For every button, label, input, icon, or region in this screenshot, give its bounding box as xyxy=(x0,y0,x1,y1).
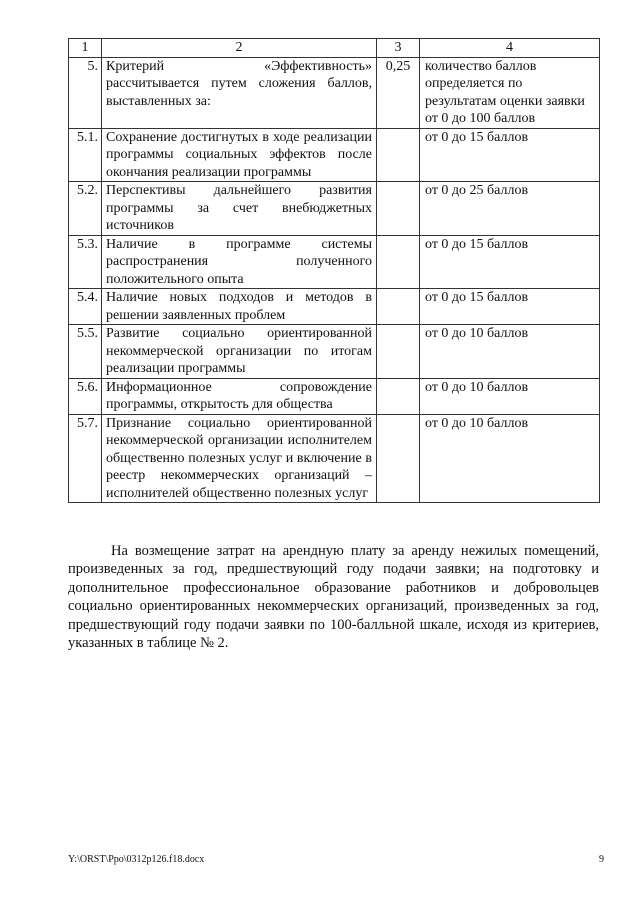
column-header: 4 xyxy=(420,39,600,58)
criterion-text: Информационное сопровождение программы, открытость для общества xyxy=(102,378,377,414)
table-row xyxy=(69,235,600,289)
points-range: от 0 до 25 баллов xyxy=(420,182,600,236)
row-number: 5.4. xyxy=(69,289,102,325)
weight-value xyxy=(377,128,420,182)
points-range: от 0 до 15 баллов xyxy=(420,235,600,289)
table-row xyxy=(69,182,600,236)
criteria-table xyxy=(68,38,600,503)
footer-file-path: Y:\ORST\Ppo\0312p126.f18.docx xyxy=(68,854,205,865)
row-number: 5.2. xyxy=(69,182,102,236)
row-number: 5.1. xyxy=(69,128,102,182)
weight-value xyxy=(377,378,420,414)
criterion-text: Развитие социально ориентированной некоммерческой организации по итогам реализации программы xyxy=(102,325,377,379)
weight-value: 0,25 xyxy=(377,57,420,128)
criterion-text: Критерий «Эффективность» рассчитывается путем сложения баллов, выставленных за: xyxy=(102,57,377,128)
points-range: от 0 до 15 баллов xyxy=(420,289,600,325)
weight-value xyxy=(377,235,420,289)
weight-value xyxy=(377,325,420,379)
weight-value xyxy=(377,414,420,503)
weight-value xyxy=(377,182,420,236)
row-number: 5. xyxy=(69,57,102,128)
row-number: 5.7. xyxy=(69,414,102,503)
points-range: количество баллов определяется по результатам оценки заявки от 0 до 100 баллов xyxy=(420,57,600,128)
page-number: 9 xyxy=(599,854,604,865)
criterion-text: Наличие в программе системы распространения полученного положительного опыта xyxy=(102,235,377,289)
points-range: от 0 до 10 баллов xyxy=(420,325,600,379)
weight-value xyxy=(377,289,420,325)
row-number: 5.3. xyxy=(69,235,102,289)
table-row xyxy=(69,325,600,379)
row-number: 5.5. xyxy=(69,325,102,379)
column-header: 2 xyxy=(102,39,377,58)
table-row xyxy=(69,378,600,414)
table-header-row xyxy=(69,39,600,58)
table-row xyxy=(69,289,600,325)
points-range: от 0 до 10 баллов xyxy=(420,414,600,503)
criterion-text: Признание социально ориентированной некоммерческой организации исполнителем общественно полезных услуг и включение в реестр некоммерческих организаций – исполнителей общественно полезных услуг xyxy=(102,414,377,503)
points-range: от 0 до 10 баллов xyxy=(420,378,600,414)
points-range: от 0 до 15 баллов xyxy=(420,128,600,182)
table-row xyxy=(69,128,600,182)
table-row xyxy=(69,414,600,503)
body-paragraph: На возмещение затрат на арендную плату за аренду нежилых помещений, произведенных за год, предшествующий году подачи заявки; на подготовку и дополнительное профессиональное образование работников и добровольцев социально ориентированных некоммерческих организаций, произведенных за год, предшествующий году подачи заявки по 100-балльной шкале, исходя из критериев, указанных в таблице № 2. xyxy=(68,543,599,652)
row-number: 5.6. xyxy=(69,378,102,414)
criterion-text: Сохранение достигнутых в ходе реализации программы социальных эффектов после окончания реализации программы xyxy=(102,128,377,182)
column-header: 1 xyxy=(69,39,102,58)
criterion-text: Перспективы дальнейшего развития программы за счет внебюджетных источников xyxy=(102,182,377,236)
table-row xyxy=(69,57,600,128)
column-header: 3 xyxy=(377,39,420,58)
criterion-text: Наличие новых подходов и методов в решении заявленных проблем xyxy=(102,289,377,325)
